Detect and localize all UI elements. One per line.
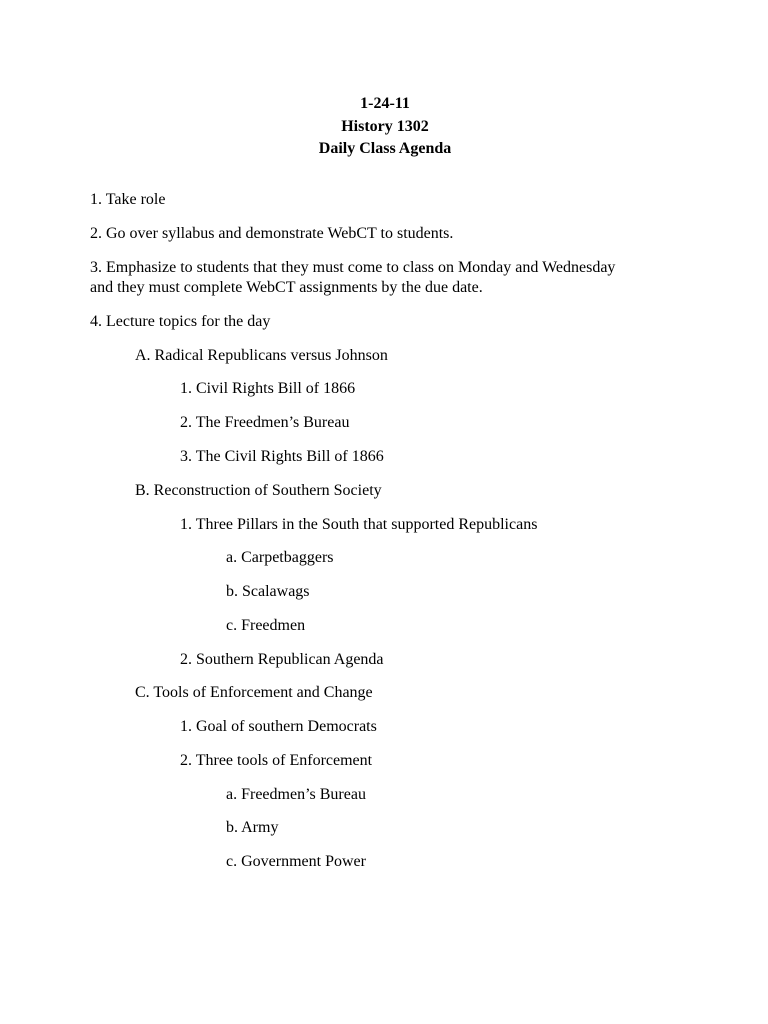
document-header xyxy=(0,93,768,161)
topic-c-sub-2-item-a: a. Freedmen’s Bureau xyxy=(226,786,366,803)
agenda-item-3-line-2: and they must complete WebCT assignments by the due date. xyxy=(90,279,483,296)
topic-b-sub-1-item-a: a. Carpetbaggers xyxy=(226,549,334,566)
header-date: 1-24-11 xyxy=(360,95,410,112)
topic-c-sub-2: 2. Three tools of Enforcement xyxy=(180,752,373,769)
topic-b-sub-1-item-c: c. Freedmen xyxy=(226,617,306,634)
topic-c: C. Tools of Enforcement and Change xyxy=(135,684,373,701)
topic-a: A. Radical Republicans versus Johnson xyxy=(135,347,388,364)
topic-b-sub-1-item-b: b. Scalawags xyxy=(226,583,310,600)
topic-c-sub-1: 1. Goal of southern Democrats xyxy=(180,718,377,735)
agenda-item-3 xyxy=(90,258,690,298)
topic-a-sub-3: 3. The Civil Rights Bill of 1866 xyxy=(180,448,384,465)
topic-c-sub-2-item-c: c. Government Power xyxy=(226,853,366,870)
header-title: Daily Class Agenda xyxy=(318,140,452,157)
agenda-item-4: 4. Lecture topics for the day xyxy=(90,313,271,330)
header-course: History 1302 xyxy=(341,117,429,135)
topic-a-sub-2: 2. The Freedmen’s Bureau xyxy=(180,414,350,431)
agenda-item-3-line-1: 3. Emphasize to students that they must come to class on Monday and Wednesday xyxy=(90,259,616,276)
topic-c-sub-2-item-b: b. Army xyxy=(226,819,279,836)
agenda-item-1: 1. Take role xyxy=(90,191,166,208)
topic-b: B. Reconstruction of Southern Society xyxy=(135,482,382,499)
topic-b-sub-2: 2. Southern Republican Agenda xyxy=(180,651,384,668)
topic-b-sub-1: 1. Three Pillars in the South that supported Republicans xyxy=(180,516,538,533)
agenda-item-2: 2. Go over syllabus and demonstrate WebCT to students. xyxy=(90,225,454,242)
topic-a-sub-1: 1. Civil Rights Bill of 1866 xyxy=(180,380,356,397)
